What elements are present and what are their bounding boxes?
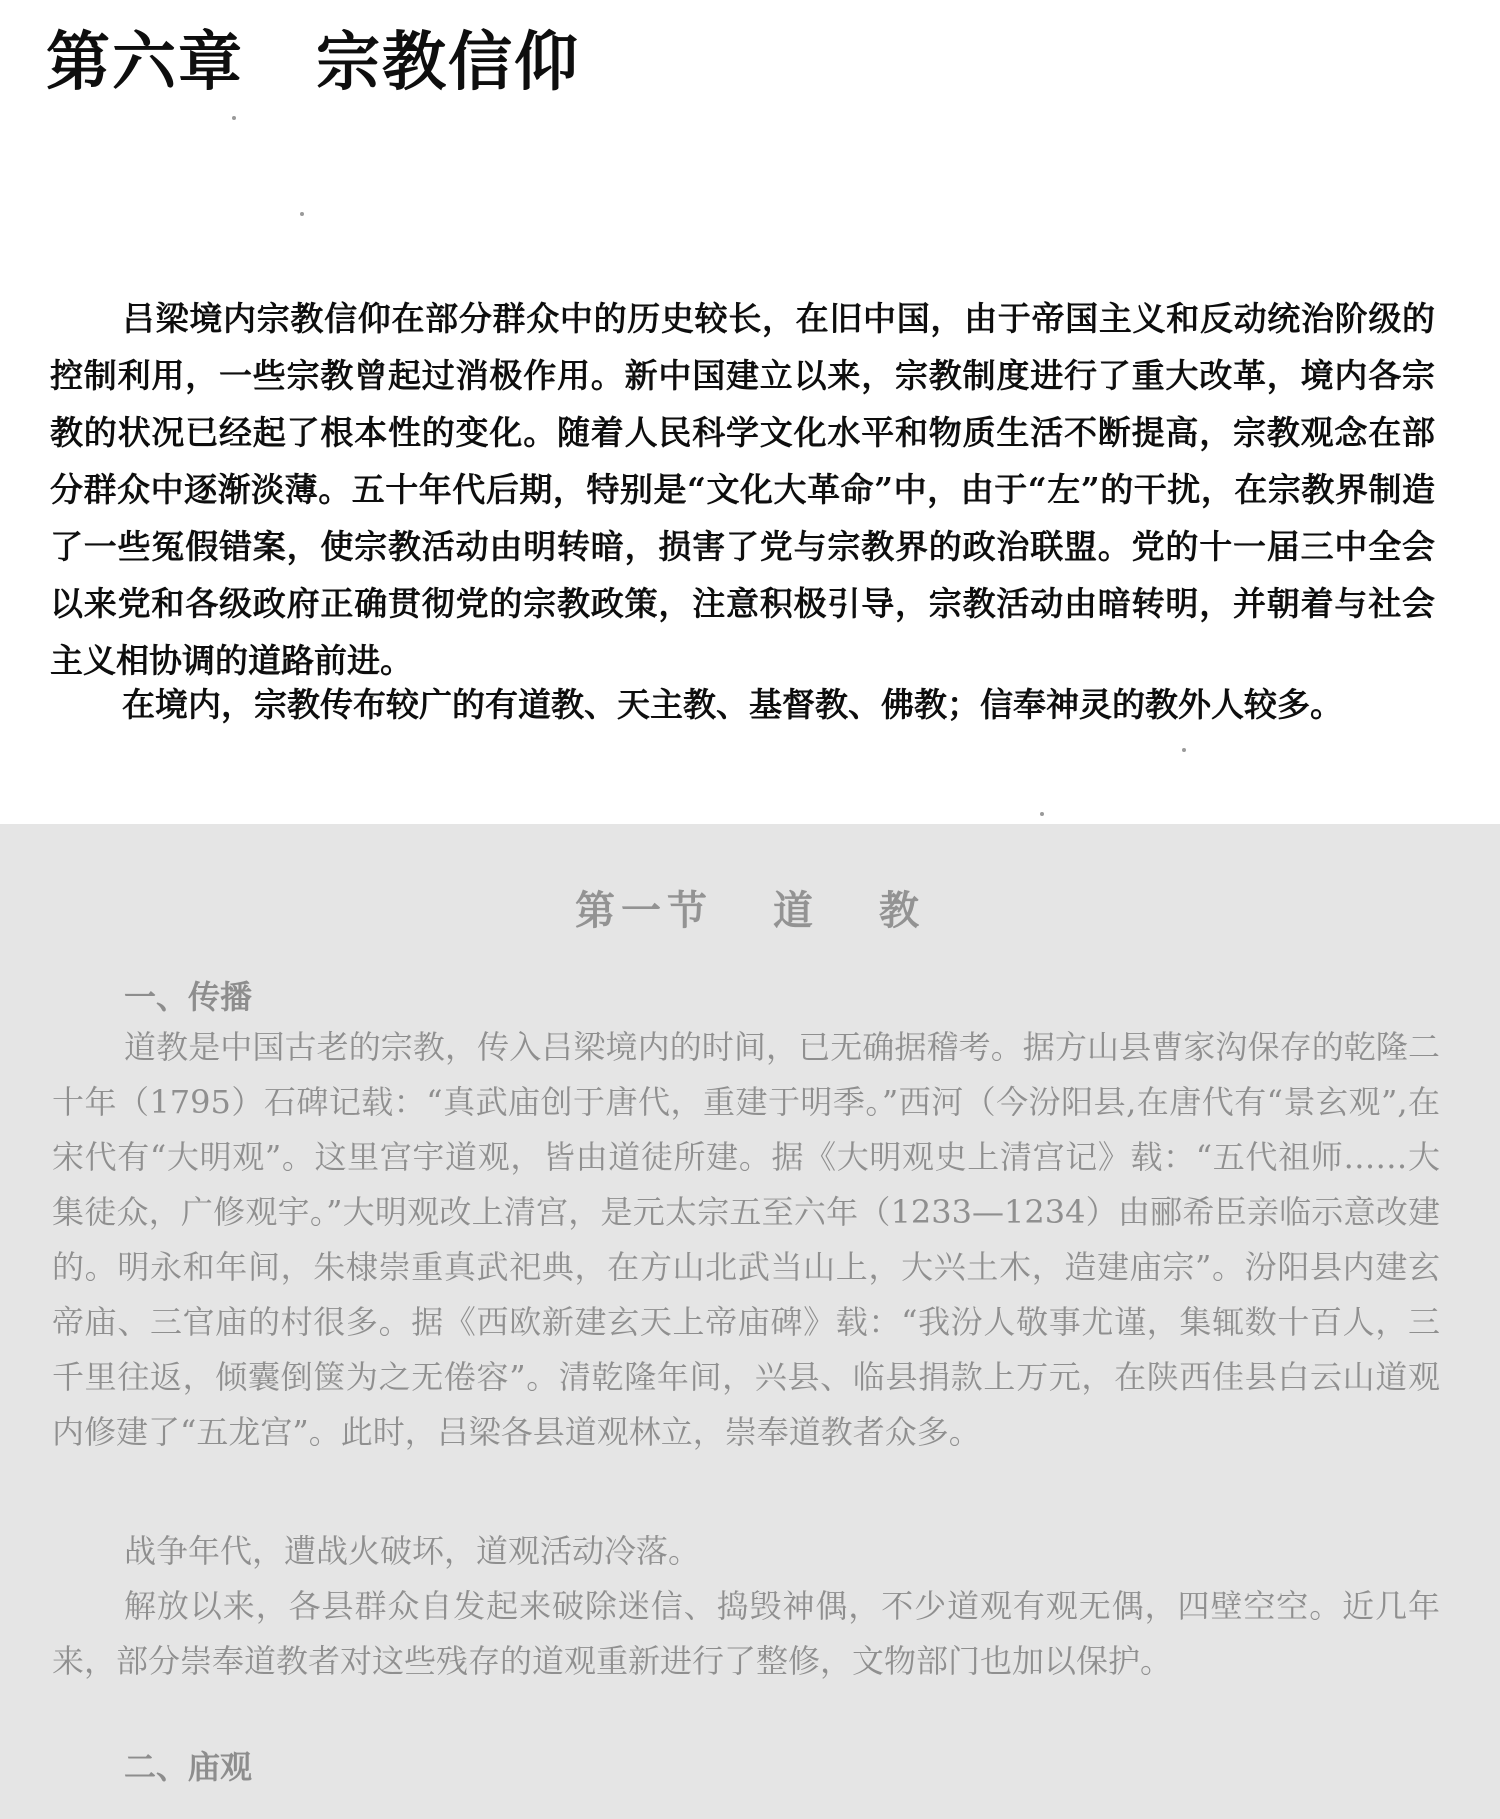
subsection-heading-1: 一、传播 [124, 978, 253, 1016]
chapter-number: 第六章 [46, 26, 244, 100]
scan-speck [1182, 748, 1186, 752]
section-title [0, 879, 1500, 936]
scan-speck [300, 212, 304, 216]
section-title-char-1: 道 [773, 887, 819, 934]
chapter-intro-region [0, 0, 1500, 824]
section-title-char-2: 教 [879, 887, 925, 934]
intro-paragraph-2: 在境内，宗教传布较广的有道教、天主教、基督教、佛教；信奉神灵的教外人较多。 [122, 685, 1343, 724]
subsection-paragraph-3: 解放以来，各县群众自发起来破除迷信、捣毁神偶，不少道观有观无偶，四壁空空。近几年来，部分崇奉道教者对这些残存的道观重新进行了整修，文物部门也加以保护。 [52, 1587, 1440, 1680]
subsection-heading-2: 二、庙观 [124, 1748, 253, 1786]
section-number: 第一节 [575, 887, 713, 934]
chapter-title [46, 28, 580, 98]
intro-paragraph-1: 吕梁境内宗教信仰在部分群众中的历史较长，在旧中国，由于帝国主义和反动统治阶级的控制利用，一些宗教曾起过消极作用。新中国建立以来，宗教制度进行了重大改革，境内各宗教的状况已经起了根本性的变化。随着人民科学文化水平和物质生活不断提高，宗教观念在部分群众中逐渐淡薄。五十年代后期，特别是“文化大革命”中，由于“左”的干扰，在宗教界制造了一些冤假错案，使宗教活动由明转暗，损害了党与宗教界的政治联盟。党的十一届三中全会以来党和各级政府正确贯彻党的宗教政策，注意积极引导，宗教活动由暗转明，并朝着与社会主义相协调的道路前进。 [50, 299, 1435, 680]
section-region [0, 824, 1500, 1819]
chapter-name: 宗教信仰 [316, 26, 580, 100]
subsection-paragraph-2: 战争年代，遭战火破坏，道观活动冷落。 [124, 1532, 701, 1570]
subsection-paragraph-1: 道教是中国古老的宗教，传入吕梁境内的时间，已无确据稽考。据方山县曹家沟保存的乾隆二十年（1795）石碑记载：“真武庙创于唐代，重建于明季。”西河（今汾阳县,在唐代有“景玄观”,在宋代有“大明观”。这里宫宇道观，皆由道徒所建。据《大明观史上清宫记》载：“五代祖师……大集徒众，广修观宇。”大明观改上清宫，是元太宗五至六年（1233—1234）由郦希臣亲临示意改建的。明永和年间，朱棣崇重真武祀典，在方山北武当山上，大兴土木，造建庙宗”。汾阳县内建玄帝庙、三官庙的村很多。据《西欧新建玄天上帝庙碑》载：“我汾人敬事尤谨，集辄数十百人，三千里往返，倾囊倒箧为之无倦容”。清乾隆年间，兴县、临县捐款上万元，在陕西佳县白云山道观内修建了“五龙宫”。此时，吕梁各县道观林立，崇奉道教者众多。 [52, 1028, 1440, 1451]
scan-speck [232, 116, 236, 120]
scan-speck [1040, 812, 1044, 816]
